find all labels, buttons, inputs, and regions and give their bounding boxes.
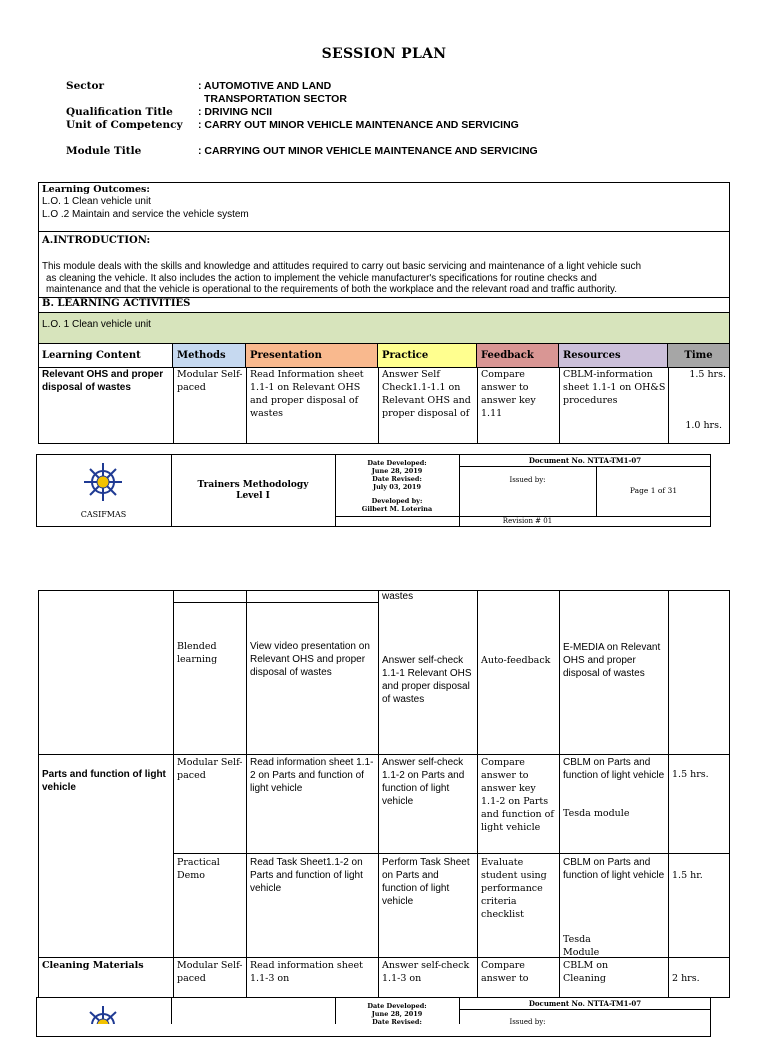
col-divider xyxy=(378,368,379,444)
p2-r3-resources-2: Tesda Module xyxy=(563,934,600,958)
p1-content: Relevant OHS and proper disposal of wastes xyxy=(42,369,164,393)
footer2-dates xyxy=(335,1002,459,1026)
intro-heading: A.INTRODUCTION: xyxy=(42,235,151,246)
footer-dates xyxy=(335,459,459,513)
p2-cont-practice: wastes xyxy=(382,591,414,602)
col-divider xyxy=(559,590,560,998)
col-divider xyxy=(668,368,669,444)
p2-r1-methods: Blended learning xyxy=(177,641,218,665)
footer-doc-no: Document No. NTTA-TM1-07 xyxy=(528,456,642,465)
outcome-2: L.O .2 Maintain and service the vehicle system xyxy=(42,209,249,220)
p2-r2-resources-2: Tesda module xyxy=(563,808,630,819)
p1-presentation: Read Information sheet 1.1-1 on Relevant OHS and proper disposal of wastes xyxy=(250,369,364,419)
divider xyxy=(173,602,378,603)
p2-r4-time: 2 hrs. xyxy=(672,973,700,984)
footer-course-1: Trainers Methodology xyxy=(197,480,309,490)
footer-by-label: Developed by: xyxy=(371,497,423,505)
divider xyxy=(459,466,711,467)
unit-label: Unit of Competency xyxy=(66,119,183,131)
footer-course xyxy=(171,480,335,502)
footer-rev-label: Date Revised: xyxy=(372,475,422,483)
col-divider xyxy=(246,590,247,998)
p2-r4-practice: Answer self-check 1.1-3 on xyxy=(382,960,470,984)
footer2-rev-label: Date Revised: xyxy=(372,1018,422,1026)
col-presentation: Presentation xyxy=(246,344,378,368)
footer-dev-date: June 28, 2019 xyxy=(371,467,423,475)
col-divider xyxy=(246,368,247,444)
footer2-doc-no: Document No. NTTA-TM1-07 xyxy=(528,999,642,1008)
divider xyxy=(459,1009,711,1010)
p2-r1-presentation: View video presentation on Relevant OHS and proper disposal of wastes xyxy=(250,641,370,678)
p2-r2-time: 1.5 hrs. xyxy=(672,769,709,780)
footer2-dev-label: Date Developed: xyxy=(367,1002,427,1010)
col-divider xyxy=(477,368,478,444)
p2-r3-feedback: Evaluate student using performance criteria checklist xyxy=(481,857,547,920)
col-divider xyxy=(173,368,174,444)
qualification-value: : DRIVING NCII xyxy=(198,106,273,118)
p2-r4-methods: Modular Self-paced xyxy=(177,960,243,984)
p2-r1-resources: E-MEDIA on Relevant OHS and proper disposal of wastes xyxy=(563,642,661,679)
p2-r4-content: Cleaning Materials xyxy=(42,960,144,971)
unit-value: : CARRY OUT MINOR VEHICLE MAINTENANCE AND SERVICING xyxy=(198,119,519,131)
divider xyxy=(38,957,730,958)
p1-methods: Modular Self-paced xyxy=(177,369,243,393)
p2-r4-presentation: Read information sheet 1.1-3 on xyxy=(250,960,363,984)
col-methods: Methods xyxy=(173,344,246,368)
footer-by-name: Gilbert M. Loterina xyxy=(361,505,433,513)
p2-r2-resources: CBLM on Parts and function of light vehicle xyxy=(563,757,665,781)
p2-r3-time: 1.5 hr. xyxy=(672,870,703,881)
module-value: : CARRYING OUT MINOR VEHICLE MAINTENANCE AND SERVICING xyxy=(198,145,538,157)
module-label: Module Title xyxy=(66,145,142,157)
intro-line-3: maintenance and that the vehicle is operational to the requirements of both the workplace and the relevant road and traffic authority. xyxy=(46,284,617,295)
sector-value: : AUTOMOTIVE AND LAND xyxy=(198,80,332,92)
sector-label: Sector xyxy=(66,80,105,92)
col-learning-content: Learning Content xyxy=(38,344,173,368)
page-title: SESSION PLAN xyxy=(321,46,447,62)
footer-dev-label: Date Developed: xyxy=(367,459,427,467)
lo-band-label: L.O. 1 Clean vehicle unit xyxy=(42,319,151,330)
p2-r3-practice: Perform Task Sheet on Parts and function of light vehicle xyxy=(382,857,470,907)
p2-r3-resources: CBLM on Parts and function of light vehicle xyxy=(563,857,665,881)
col-divider xyxy=(171,997,172,1024)
col-divider xyxy=(378,590,379,998)
col-practice: Practice xyxy=(378,344,477,368)
footer-page: Page 1 of 31 xyxy=(629,486,678,495)
p2-r2-practice: Answer self-check 1.1-2 on Parts and function of light vehicle xyxy=(382,757,465,807)
footer-course-2: Level I xyxy=(236,491,270,501)
sector-value-cont: TRANSPORTATION SECTOR xyxy=(204,93,347,105)
p1-time-2: 1.0 hrs. xyxy=(685,420,722,431)
intro-text xyxy=(42,261,726,296)
footer2-issued: Issued by: xyxy=(509,1018,546,1026)
qualification-label: Qualification Title xyxy=(66,106,173,118)
col-divider xyxy=(173,590,174,998)
divider xyxy=(38,754,730,755)
col-divider xyxy=(668,590,669,998)
col-divider xyxy=(477,590,478,998)
col-resources: Resources xyxy=(559,344,668,368)
intro-line-1: This module deals with the skills and knowledge and attitudes required to carry out basic servicing and maintenance of a light vehicle such xyxy=(42,261,642,272)
casifmas-logo-icon xyxy=(78,1003,128,1024)
p2-r1-practice: Answer self-check 1.1-1 Relevant OHS and proper disposal of wastes xyxy=(382,655,472,705)
p1-feedback: Compare answer to answer key 1.11 xyxy=(481,369,536,419)
footer-org: CASIFMAS xyxy=(80,510,127,519)
divider xyxy=(173,853,730,854)
intro-line-2: as cleaning the vehicle. It also includes the action to implement the vehicle manufacturer's specifications for routine checks and xyxy=(46,272,597,284)
p2-r3-methods: Practical Demo xyxy=(177,857,220,881)
outcome-1: L.O. 1 Clean vehicle unit xyxy=(42,196,151,207)
p2-r2-methods: Modular Self-paced xyxy=(177,757,243,781)
column-header-row xyxy=(38,344,730,368)
p2-r2-presentation: Read information sheet 1.1-2 on Parts and function of light vehicle xyxy=(250,757,374,794)
outcomes-heading: Learning Outcomes: xyxy=(42,184,150,195)
p1-time-1: 1.5 hrs. xyxy=(689,369,726,380)
p2-r1-feedback: Auto-feedback xyxy=(481,655,551,666)
p1-practice: Answer Self Check1.1-1.1 on Relevant OHS and proper disposal of xyxy=(382,369,471,419)
col-feedback: Feedback xyxy=(477,344,559,368)
p2-r2-feedback: Compare answer to answer key 1.1-2 on Parts and function of light vehicle xyxy=(481,757,554,833)
divider xyxy=(38,231,730,232)
p2-r4-resources: CBLM on Cleaning xyxy=(563,960,609,984)
p2-r2-content: Parts and function of light vehicle xyxy=(42,769,166,793)
activities-heading: B. LEARNING ACTIVITIES xyxy=(42,298,191,309)
footer-rev-date: July 03, 2019 xyxy=(373,483,421,491)
footer-issued: Issued by: xyxy=(509,476,546,484)
col-divider xyxy=(559,368,560,444)
footer-revision: Revision # 01 xyxy=(502,517,553,525)
p2-r3-presentation: Read Task Sheet1.1-2 on Parts and function of light vehicle xyxy=(250,857,363,894)
col-time: Time xyxy=(668,344,729,368)
footer2-dev-date: June 28, 2019 xyxy=(371,1010,423,1018)
p1-resources: CBLM-information sheet 1.1-1 on OH&S procedures xyxy=(563,369,666,406)
casifmas-logo-icon xyxy=(78,460,128,504)
p2-r4-feedback: Compare answer to xyxy=(481,960,529,984)
